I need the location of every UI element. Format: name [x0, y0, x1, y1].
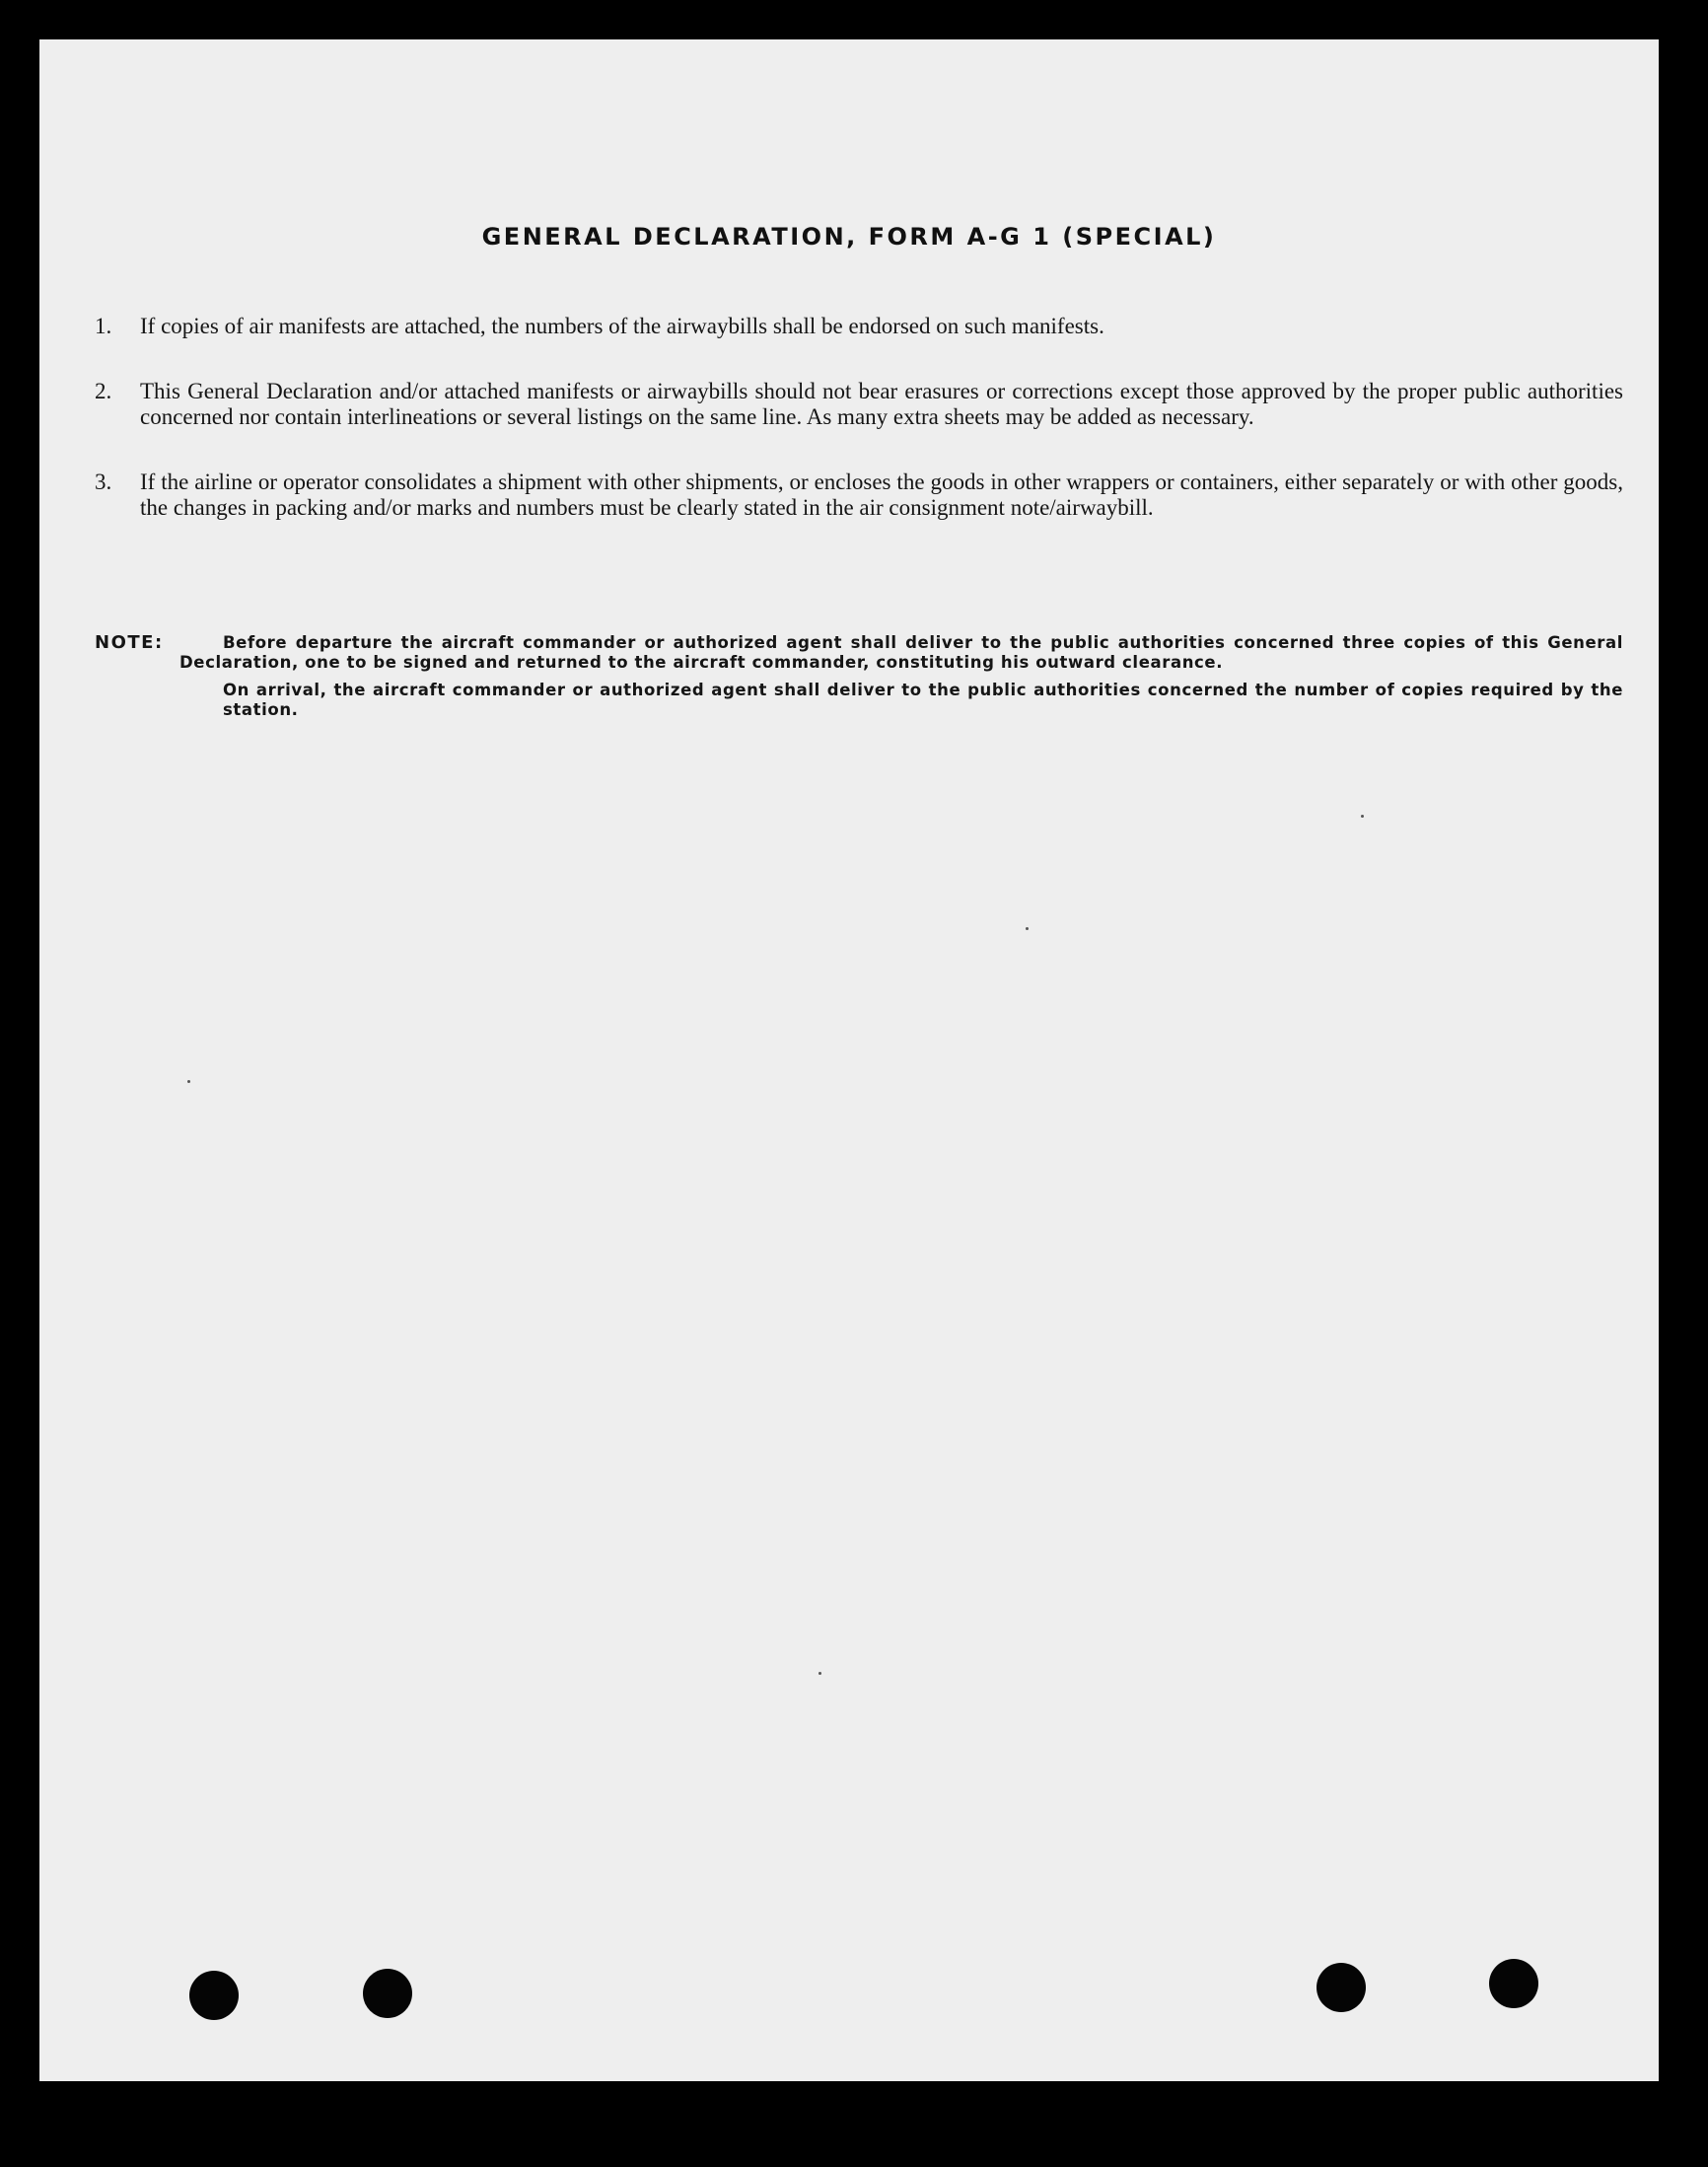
instructions-list — [95, 314, 1623, 560]
note-paragraph-arrival: On arrival, the aircraft commander or authorized agent shall deliver to the public authorities concerned the number of copies required by the station. — [223, 681, 1623, 719]
note-section — [95, 633, 1623, 728]
note-body — [179, 633, 1623, 728]
document-page — [39, 39, 1659, 2081]
item-number: 2. — [95, 379, 112, 403]
scan-speck — [1361, 815, 1364, 818]
punch-hole — [1317, 1963, 1366, 2012]
form-title: GENERAL DECLARATION, FORM A-G 1 (SPECIAL) — [481, 223, 1217, 251]
item-number: 1. — [95, 314, 112, 338]
item-text: If copies of air manifests are attached, the numbers of the airwaybills shall be endorsed on such manifests. — [140, 314, 1104, 338]
list-item — [95, 470, 1623, 521]
punch-hole — [363, 1969, 412, 2018]
scan-speck — [818, 1672, 821, 1675]
list-item — [95, 379, 1623, 430]
item-text: This General Declaration and/or attached manifests or airwaybills should not bear erasures or corrections except those approved by the proper public authorities concerned nor contain interlineations or several listings on the same line. As many extra sheets may be added as necessary. — [140, 379, 1623, 429]
item-text: If the airline or operator consolidates a shipment with other shipments, or encloses the goods in other wrappers or containers, either separately or with other goods, the changes in packing and/or marks and numbers must be clearly stated in the air consignment note/airwaybill. — [140, 470, 1623, 520]
item-number: 3. — [95, 470, 112, 494]
scan-speck — [1026, 927, 1029, 930]
note-paragraph-departure: Before departure the aircraft commander or authorized agent shall deliver to the public authorities concerned three copies of this General Declaration, one to be signed and returned to the aircraft commander, constituting his outward clearance. — [179, 633, 1623, 672]
punch-hole — [1489, 1959, 1538, 2008]
list-item — [95, 314, 1623, 339]
punch-hole — [189, 1971, 239, 2020]
scan-speck — [187, 1080, 190, 1083]
note-label: NOTE: — [95, 632, 164, 653]
